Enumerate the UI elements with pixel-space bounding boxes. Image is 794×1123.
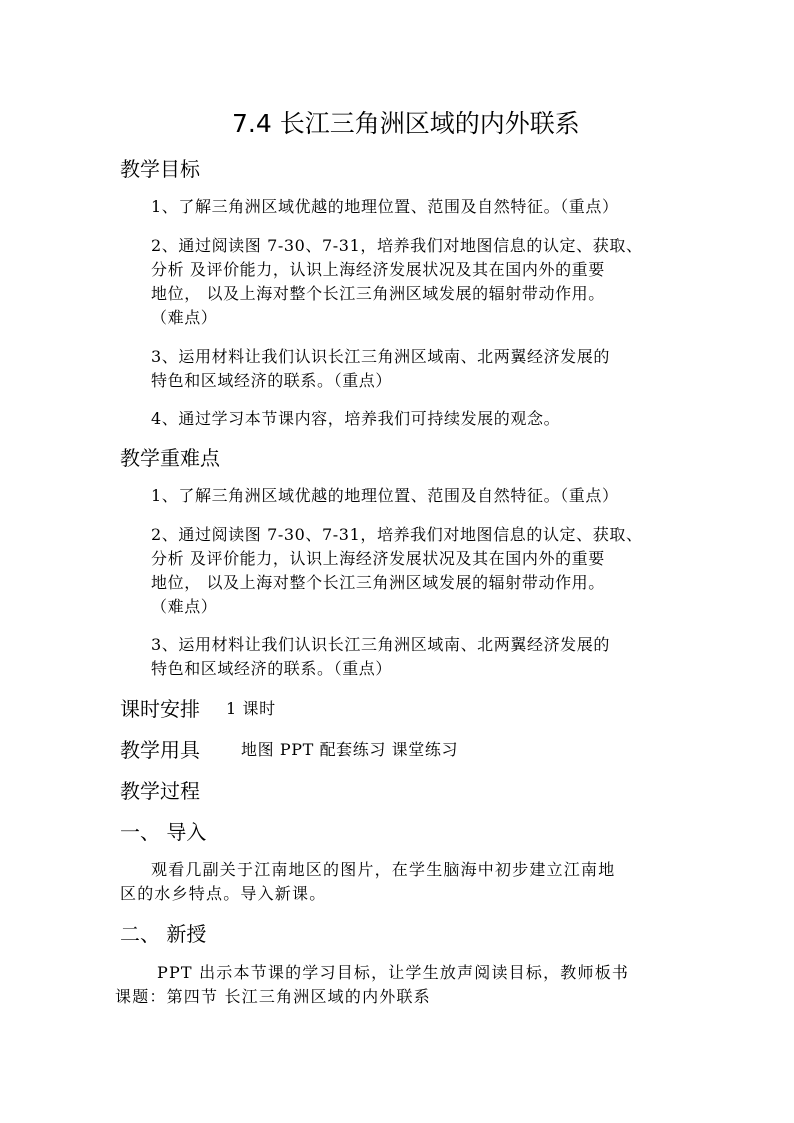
objective-2-line-3: 地位， 以及上海对整个长江三角洲区域发展的辐射带动作用。: [151, 284, 605, 303]
intro-heading: 一、 导入: [120, 820, 207, 844]
key-point-3-line-2: 特色和区域经济的联系。（重点）: [151, 659, 393, 678]
tools-value: 地图 PPT 配套练习 课堂练习: [241, 740, 459, 759]
key-points-heading: 教学重难点: [120, 446, 220, 470]
schedule-value: 1 课时: [226, 699, 276, 718]
key-point-2-line-3: 地位， 以及上海对整个长江三角洲区域发展的辐射带动作用。: [151, 573, 605, 592]
new-lesson-line-1: PPT 出示本节课的学习目标，让学生放声阅读目标，教师板书: [157, 963, 630, 982]
tools-label: 教学用具: [120, 738, 200, 762]
intro-line-2: 区的水乡特点。导入新课。: [120, 884, 327, 903]
objective-1-line-1: 1、了解三角洲区域优越的地理位置、范围及自然特征。（重点）: [151, 197, 619, 216]
objective-3-line-2: 特色和区域经济的联系。（重点）: [151, 371, 393, 390]
objective-2-line-4: （难点）: [151, 308, 218, 327]
objective-2-line-1: 2、通过阅读图 7-30、7-31，培养我们对地图信息的认定、获取、: [151, 236, 643, 255]
objective-4-line-1: 4、通过学习本节课内容，培养我们可持续发展的观念。: [151, 409, 561, 428]
key-point-3-line-1: 3、运用材料让我们认识长江三角洲区域南、北两翼经济发展的: [151, 635, 610, 654]
key-point-2-line-2: 分析 及评价能力，认识上海经济发展状况及其在国内外的重要: [151, 549, 605, 568]
new-lesson-line-2: 课题：第四节 长江三角洲区域的内外联系: [115, 987, 431, 1006]
intro-line-1: 观看几副关于江南地区的图片，在学生脑海中初步建立江南地: [151, 860, 616, 879]
objective-3-line-1: 3、运用材料让我们认识长江三角洲区域南、北两翼经济发展的: [151, 347, 610, 366]
new-lesson-heading: 二、 新授: [120, 922, 207, 946]
objective-2-line-2: 分析 及评价能力，认识上海经济发展状况及其在国内外的重要: [151, 260, 605, 279]
key-point-2-line-1: 2、通过阅读图 7-30、7-31，培养我们对地图信息的认定、获取、: [151, 525, 643, 544]
key-point-2-line-4: （难点）: [151, 597, 218, 616]
page-title: 7.4 长江三角洲区域的内外联系: [232, 109, 580, 138]
schedule-label: 课时安排: [120, 697, 200, 721]
process-heading: 教学过程: [120, 779, 200, 803]
objectives-heading: 教学目标: [120, 157, 200, 181]
key-point-1-line-1: 1、了解三角洲区域优越的地理位置、范围及自然特征。（重点）: [151, 486, 619, 505]
